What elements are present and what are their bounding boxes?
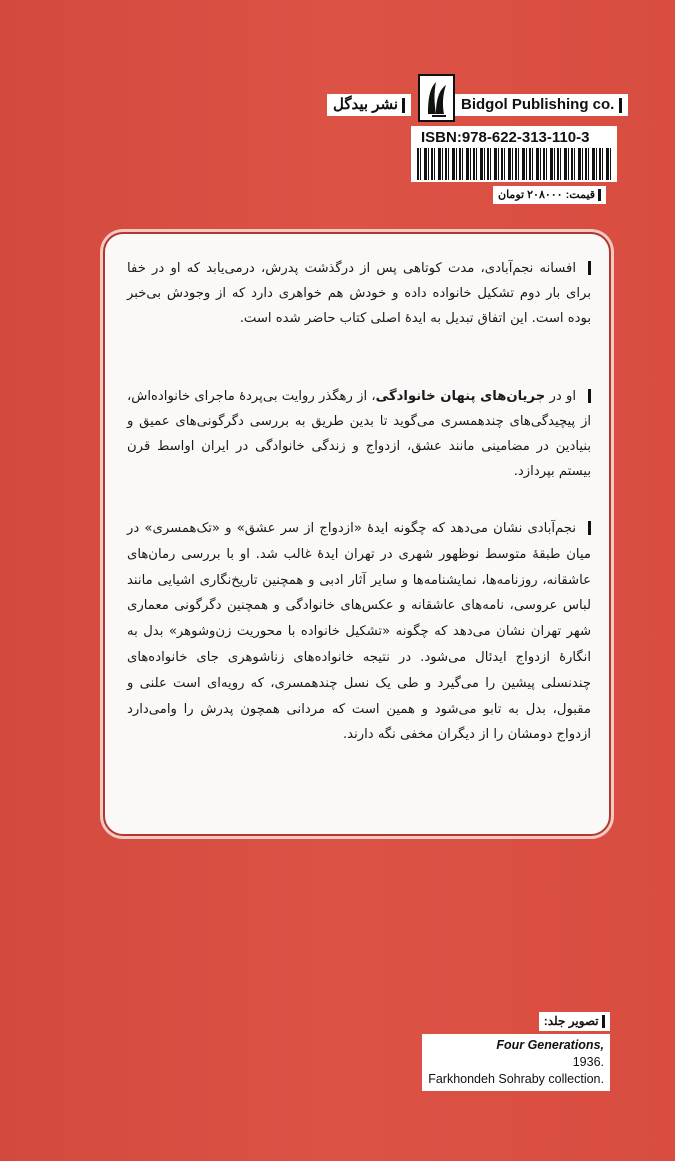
divider-bar (402, 98, 405, 113)
paragraph-marker (588, 261, 591, 275)
paragraph-2-book-title: جریان‌های پنهان خانوادگی (375, 389, 546, 404)
description-paragraph-2 (127, 384, 591, 484)
caption-year: 1936. (572, 1055, 604, 1069)
isbn-text: ISBN:978-622-313-110-3 (421, 129, 590, 146)
publisher-name-en-text: Bidgol Publishing co. (461, 96, 615, 113)
description-card (103, 232, 611, 836)
caption-label-text: تصویر جلد: (543, 1014, 599, 1028)
publisher-block (327, 74, 617, 204)
paragraph-2-rest: ، از رهگذر روایت بی‌پردهٔ ماجرای خانواده‌اش، از پیچیدگی‌های چندهمسری می‌گوید تا بدین طریق به بررسی دگرگونی‌های عمیق و بنیادین در مضامینی مانند عشق، ازدواج و زندگی خانوادگی در ایران اواسط قرن بیستم بپردازد. (127, 389, 591, 479)
divider-bar (602, 1015, 605, 1028)
isbn-barcode-box (411, 126, 617, 182)
cover-image-caption-label (539, 1012, 610, 1031)
publisher-logo-icon (418, 74, 455, 122)
description-paragraph-1 (127, 256, 591, 331)
publisher-name-fa (327, 94, 411, 116)
divider-bar (598, 189, 601, 201)
paragraph-3-text: نجم‌آبادی نشان می‌دهد که چگونه ایدهٔ «ازدواج از سر عشق» و «تک‌همسری» در میان طبقهٔ متوسط نوظهور شهری در تهران ایدهٔ غالب شد. او با بررسی رمان‌های عاشقانه، روزنامه‌ها، نمایشنامه‌ها و سایر آثار ادبی و همچنین تاریخ‌نگاری اشیایی مانند لباس عروسی، نامه‌های عاشقانه و عکس‌های خانوادگی و همچنین دگرگونی معماری شهر تهران نشان می‌دهد که چگونه «تشکیل خانواده با محوریت زن‌وشوهر» بدل به انگارهٔ ازدواج ایدئال می‌شود. در نتیجه خانواده‌های زناشوهری جای خانواده‌های چندنسلی پیشین را می‌گیرد و طی یک نسل چندهمسری، که رویه‌ای است علنی و مقبول، بدل به تابو می‌شود و همین است که مردانی همچون پدرش را وامی‌دارد ازدواج دومشان را از دیگران مخفی نگه دارند. (127, 521, 591, 743)
price-text: قیمت: ۲۰۸۰۰۰ تومان (498, 189, 596, 201)
paragraph-2-lead: او در (549, 389, 576, 404)
price-label (493, 186, 606, 204)
description-paragraph-3 (127, 516, 591, 748)
paragraph-marker (588, 521, 591, 535)
caption-artwork-title: Four Generations, (496, 1038, 604, 1052)
paragraph-1-text: افسانه نجم‌آبادی، مدت کوتاهی پس از درگذشت پدرش، درمی‌یابد که او در خفا برای بار دوم تشکیل خانواده داده و خودش هم خواهری دارد که از وجودش بی‌خبر بوده است. این اتفاق تبدیل به ایدهٔ اصلی کتاب حاضر شده است. (127, 261, 591, 326)
publisher-name-en (455, 94, 628, 116)
barcode-graphic (417, 148, 613, 180)
caption-credit: Farkhondeh Sohraby collection. (428, 1072, 604, 1086)
publisher-name-fa-text: نشر بیدگل (333, 96, 399, 113)
divider-bar (619, 98, 622, 113)
cover-image-caption (422, 1034, 610, 1091)
paragraph-marker (588, 389, 591, 403)
